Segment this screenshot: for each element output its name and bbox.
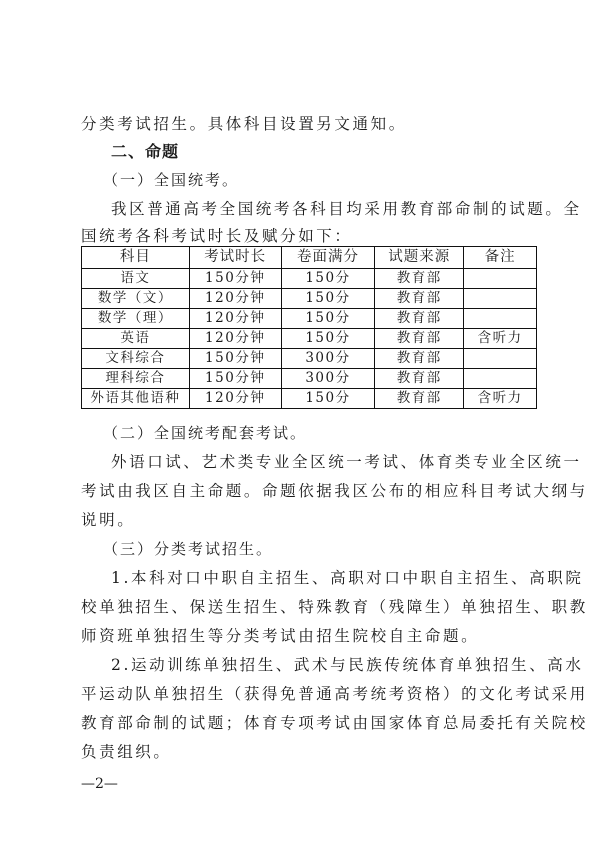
paragraph-line: 分类考试招生。具体科目设置另文通知。 (81, 115, 407, 133)
cell-source: 教育部 (375, 309, 464, 329)
paragraph-line: 1.本科对口中职自主招生、高职对口中职自主招生、高职院 (111, 569, 584, 587)
paragraph-line: 国统考各科考试时长及赋分如下： (81, 227, 353, 245)
cell-score: 300分 (281, 349, 375, 369)
cell-source: 教育部 (375, 369, 464, 389)
paragraph-line: 平运动队单独招生（获得免普通高考统考资格）的文化考试采用 (81, 685, 588, 703)
column-header: 备注 (464, 247, 537, 269)
cell-subject: 理科综合 (82, 369, 190, 389)
cell-source: 教育部 (375, 329, 464, 349)
paragraph-line: 外语口试、艺术类专业全区统一考试、体育类专业全区统一 (111, 453, 582, 471)
column-header: 试题来源 (375, 247, 464, 269)
paragraph-line: 负责组织。 (81, 743, 172, 761)
cell-note: 含听力 (464, 329, 537, 349)
cell-score: 150分 (281, 389, 375, 409)
cell-score: 150分 (281, 269, 375, 289)
table-header-row (82, 247, 537, 269)
page-number: —2— (81, 776, 118, 792)
table-row (82, 349, 537, 369)
cell-subject: 语文 (82, 269, 190, 289)
table-row (82, 369, 537, 389)
subsection-heading: （一）全国统考。 (103, 171, 240, 189)
column-header: 考试时长 (189, 247, 281, 269)
cell-duration: 150分钟 (189, 349, 281, 369)
paragraph-line: 2.运动训练单独招生、武术与民族传统体育单独招生、高水 (111, 656, 584, 674)
cell-note (464, 289, 537, 309)
table-row (82, 289, 537, 309)
paragraph-line: 校单独招生、保送生招生、特殊教育（残障生）单独招生、职教 (81, 598, 588, 616)
cell-duration: 120分钟 (189, 389, 281, 409)
paragraph-line: 说明。 (81, 511, 136, 529)
cell-subject: 文科综合 (82, 349, 190, 369)
cell-source: 教育部 (375, 269, 464, 289)
cell-score: 150分 (281, 289, 375, 309)
subsection-heading: （二）全国统考配套考试。 (103, 424, 308, 442)
cell-duration: 120分钟 (189, 309, 281, 329)
cell-duration: 120分钟 (189, 329, 281, 349)
cell-duration: 150分钟 (189, 269, 281, 289)
cell-note (464, 309, 537, 329)
cell-score: 300分 (281, 369, 375, 389)
cell-note (464, 369, 537, 389)
cell-score: 150分 (281, 329, 375, 349)
column-header: 卷面满分 (281, 247, 375, 269)
cell-source: 教育部 (375, 289, 464, 309)
cell-source: 教育部 (375, 389, 464, 409)
cell-score: 150分 (281, 309, 375, 329)
cell-subject: 英语 (82, 329, 190, 349)
paragraph-line: 教育部命制的试题；体育专项考试由国家体育总局委托有关院校 (81, 714, 588, 732)
cell-note (464, 349, 537, 369)
cell-subject: 数学（理） (82, 309, 190, 329)
paragraph-line: 考试由我区自主命题。命题依据我区公布的相应科目考试大纲与 (81, 482, 588, 500)
paragraph-line: 我区普通高考全国统考各科目均采用教育部命制的试题。全 (111, 200, 582, 218)
cell-duration: 120分钟 (189, 289, 281, 309)
cell-note (464, 269, 537, 289)
cell-duration: 150分钟 (189, 369, 281, 389)
table-row (82, 269, 537, 289)
cell-note: 含听力 (464, 389, 537, 409)
table-row (82, 309, 537, 329)
section-heading: 二、命题 (111, 142, 180, 161)
cell-source: 教育部 (375, 349, 464, 369)
cell-subject: 数学（文） (82, 289, 190, 309)
exam-schedule-table (81, 246, 537, 409)
cell-subject: 外语其他语种 (82, 389, 190, 409)
table-row (82, 389, 537, 409)
subsection-heading: （三）分类考试招生。 (103, 540, 274, 558)
paragraph-line: 师资班单独招生等分类考试由招生院校自主命题。 (81, 627, 480, 645)
table-row (82, 329, 537, 349)
column-header: 科目 (82, 247, 190, 269)
